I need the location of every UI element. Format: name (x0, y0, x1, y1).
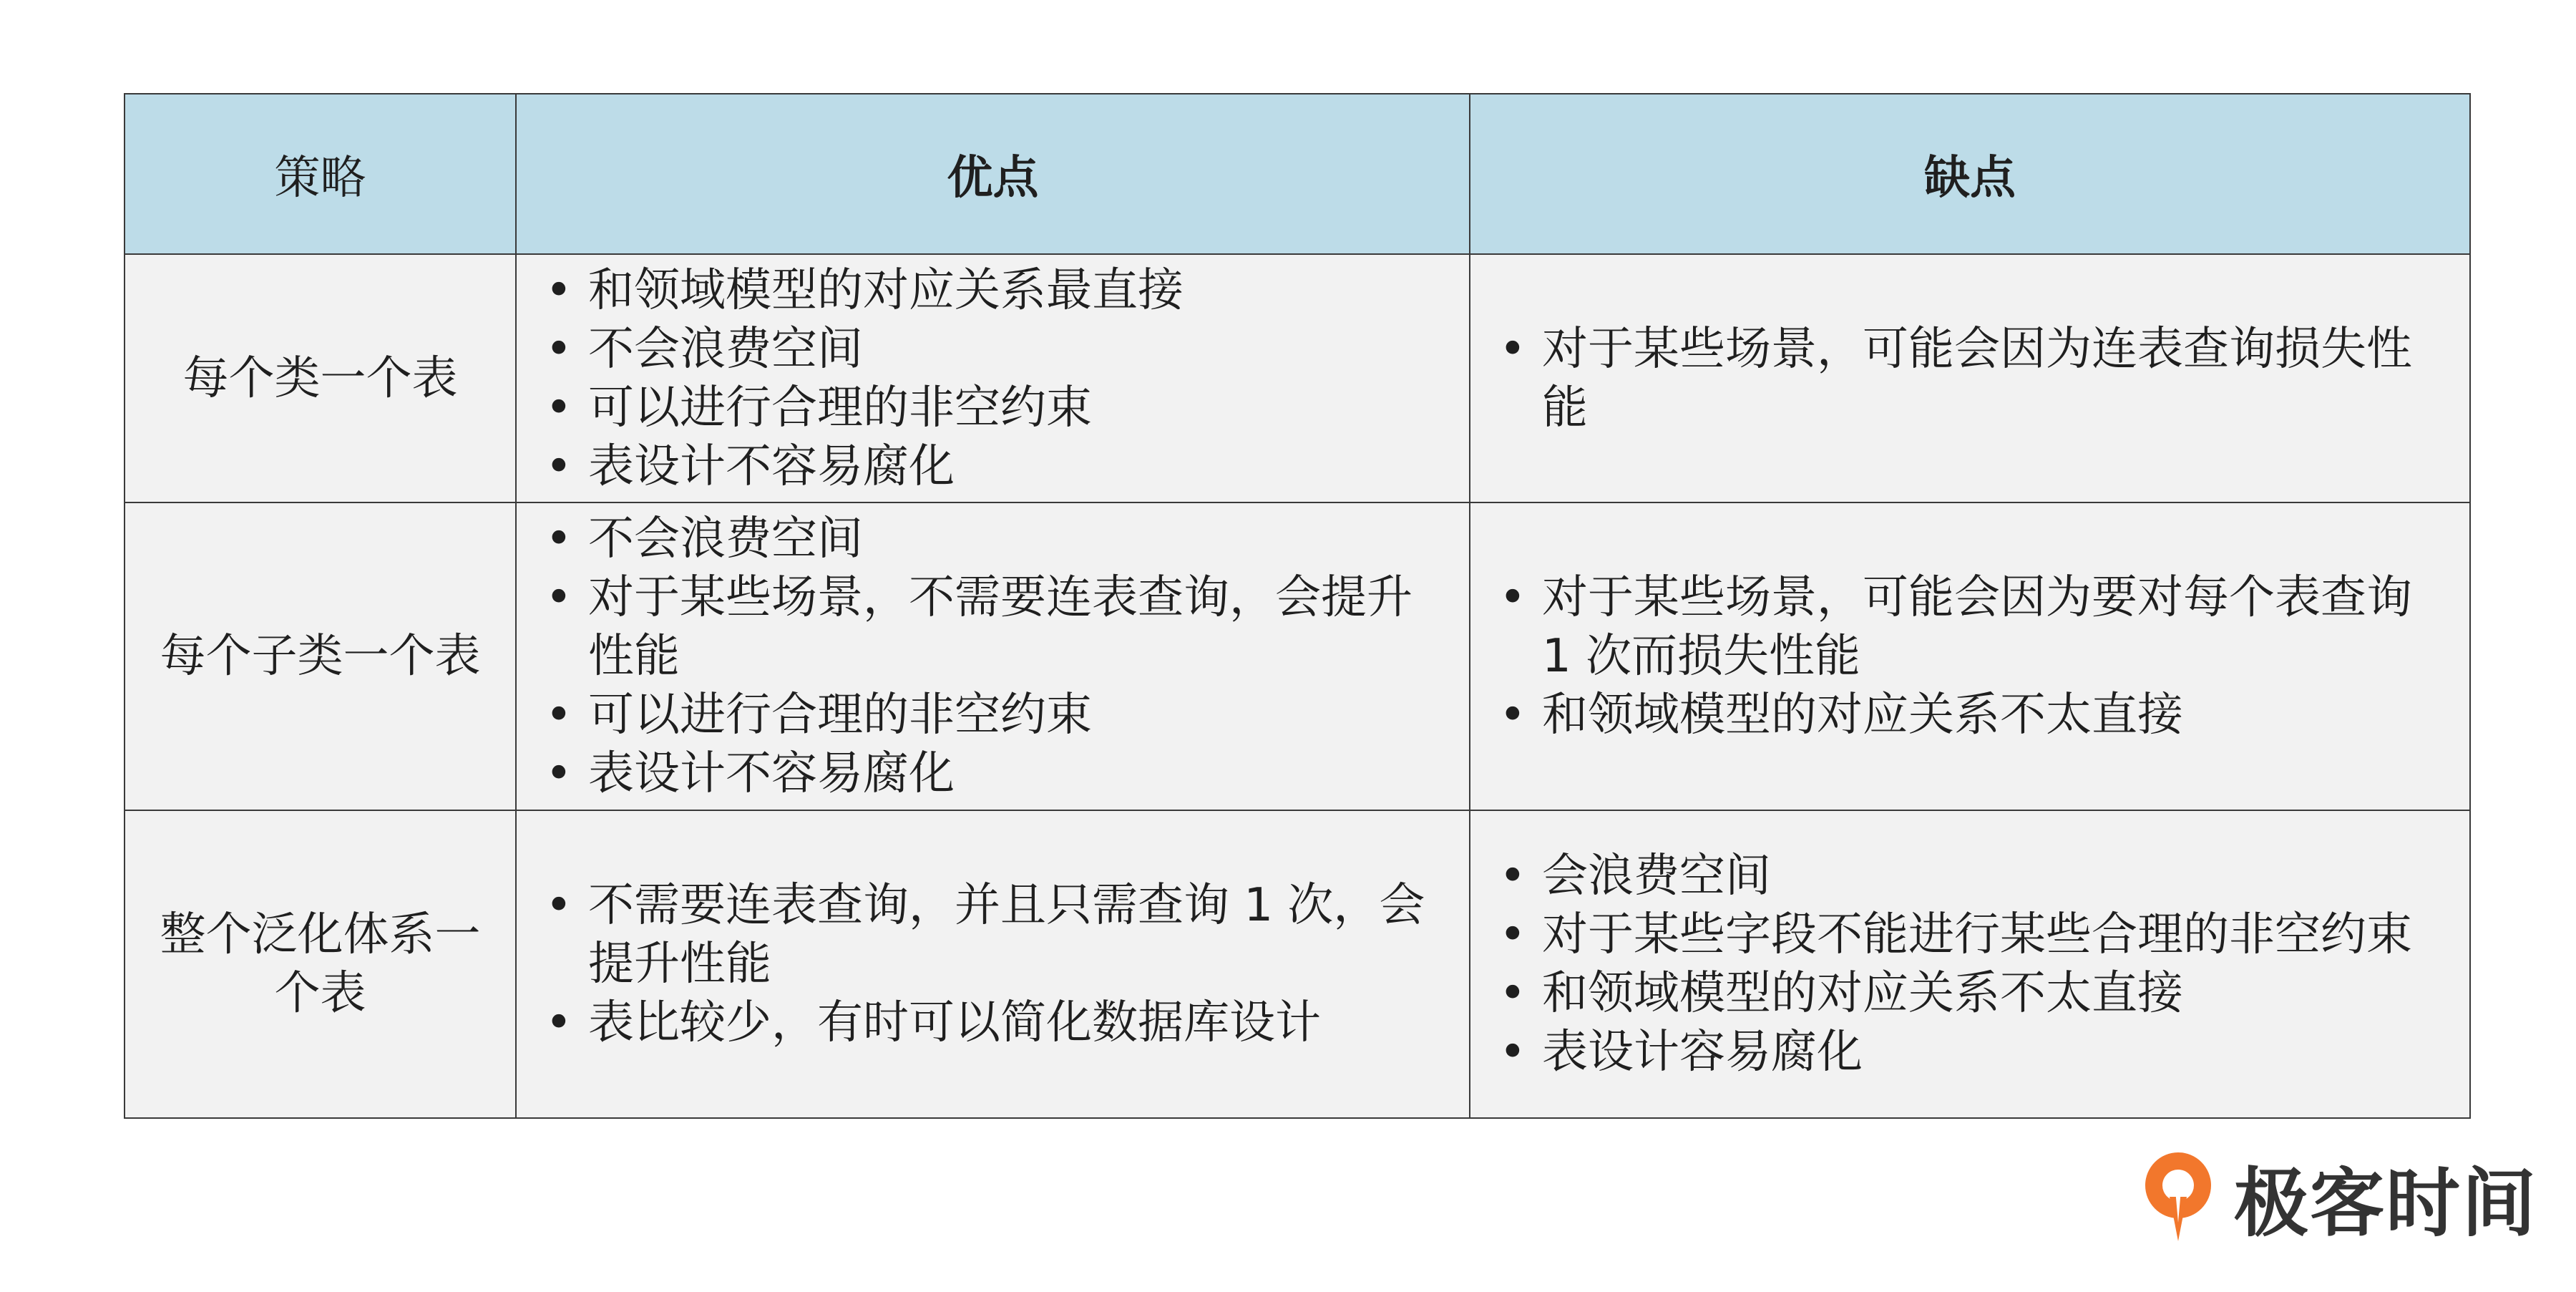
list-item: • 对于某些场景，可能会因为连表查询损失性能 (1492, 320, 2448, 437)
table-body (125, 254, 2470, 1118)
cons-cell (1470, 810, 2470, 1118)
list-item: • 表比较少，有时可以简化数据库设计 (538, 994, 1448, 1052)
logo-text: 极客时间 (2233, 1160, 2537, 1247)
list-item: • 可以进行合理的非空约束 (538, 686, 1448, 744)
geektime-logo (2138, 1143, 2537, 1250)
list-item: • 表设计容易腐化 (1492, 1023, 2448, 1082)
list-item: • 和领域模型的对应关系不太直接 (1492, 964, 2448, 1023)
pros-cell (516, 254, 1470, 502)
list-item: • 对于某些字段不能进行某些合理的非空约束 (1492, 905, 2448, 964)
pros-cell (516, 810, 1470, 1118)
list-item: • 不会浪费空间 (538, 510, 1448, 568)
header-row (125, 94, 2470, 254)
table-header (125, 94, 2470, 254)
geektime-logo-icon (2138, 1147, 2218, 1247)
cons-cell (1470, 502, 2470, 810)
list-item: • 表设计不容易腐化 (538, 437, 1448, 496)
strategy-cell: 每个子类一个表 (125, 502, 516, 810)
comparison-table (124, 93, 2471, 1119)
list-item: • 对于某些场景，可能会因为要对每个表查询 1 次而损失性能 (1492, 568, 2448, 686)
pros-list (538, 510, 1448, 803)
strategy-cell: 每个类一个表 (125, 254, 516, 502)
cons-cell (1470, 254, 2470, 502)
table-row (125, 254, 2470, 502)
list-item: • 和领域模型的对应关系不太直接 (1492, 686, 2448, 744)
comparison-table-container (124, 93, 2469, 1119)
header-cons: 缺点 (1470, 94, 2470, 254)
list-item: • 表设计不容易腐化 (538, 744, 1448, 803)
list-item: • 对于某些场景，不需要连表查询，会提升性能 (538, 568, 1448, 686)
cons-list (1492, 320, 2448, 437)
strategy-cell: 整个泛化体系一个表 (125, 810, 516, 1118)
cons-list (1492, 847, 2448, 1082)
pros-list (538, 261, 1448, 496)
cons-list (1492, 568, 2448, 744)
table-row (125, 810, 2470, 1118)
pros-cell (516, 502, 1470, 810)
list-item: • 会浪费空间 (1492, 847, 2448, 905)
list-item: • 可以进行合理的非空约束 (538, 379, 1448, 437)
list-item: • 不会浪费空间 (538, 320, 1448, 379)
header-pros: 优点 (516, 94, 1470, 254)
table-row (125, 502, 2470, 810)
list-item: • 和领域模型的对应关系最直接 (538, 261, 1448, 320)
header-strategy: 策略 (125, 94, 516, 254)
pros-list (538, 876, 1448, 1052)
list-item: • 不需要连表查询，并且只需查询 1 次，会提升性能 (538, 876, 1448, 994)
